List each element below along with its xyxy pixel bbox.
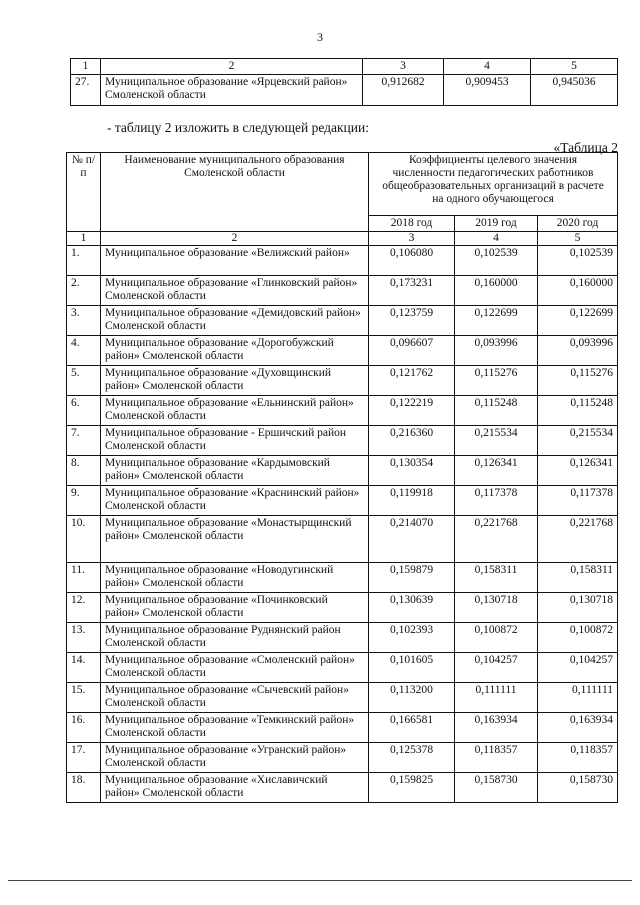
table-1-index-row [71,59,618,75]
row-number: 11. [67,563,101,593]
row-value: 0,221768 [538,516,618,563]
year-header: 2020 год [538,216,618,232]
row-value: 0,123759 [369,306,455,336]
table-row [67,653,618,683]
row-name: Муниципальное образование «Демидовский район» Смоленской области [101,306,369,336]
row-number: 15. [67,683,101,713]
row-number: 18. [67,773,101,803]
row-value: 0,115276 [455,366,538,396]
row-value: 0,100872 [455,623,538,653]
table-2 [66,152,618,803]
row-number: 5. [67,366,101,396]
table-row [67,306,618,336]
index-cell: 3 [369,232,455,246]
index-cell: 1 [67,232,101,246]
row-value: 0,945036 [531,75,618,106]
row-value: 0,125378 [369,743,455,773]
table-row [67,623,618,653]
row-name: Муниципальное образование Руднянский район Смоленской области [101,623,369,653]
row-number: 14. [67,653,101,683]
row-value: 0,122699 [538,306,618,336]
bottom-rule [8,880,632,881]
row-value: 0,912682 [363,75,444,106]
table-1-excerpt [70,58,618,106]
table-row [67,396,618,426]
row-number: 9. [67,486,101,516]
row-value: 0,221768 [455,516,538,563]
row-value: 0,159825 [369,773,455,803]
row-number: 12. [67,593,101,623]
row-value: 0,119918 [369,486,455,516]
row-name: Муниципальное образование «Велижский район» [101,246,369,276]
row-value: 0,130718 [538,593,618,623]
row-value: 0,117378 [538,486,618,516]
row-value: 0,173231 [369,276,455,306]
index-cell: 1 [71,59,101,75]
row-value: 0,215534 [538,426,618,456]
row-name: Муниципальное образование «Починковский район» Смоленской области [101,593,369,623]
row-value: 0,130718 [455,593,538,623]
row-value: 0,158311 [538,563,618,593]
row-number: 8. [67,456,101,486]
row-value: 0,113200 [369,683,455,713]
row-value: 0,158730 [538,773,618,803]
row-value: 0,118357 [455,743,538,773]
row-value: 0,102539 [455,246,538,276]
row-value: 0,118357 [538,743,618,773]
row-name: Муниципальное образование «Духовщинский район» Смоленской области [101,366,369,396]
row-value: 0,158730 [455,773,538,803]
year-header: 2019 год [455,216,538,232]
row-name: Муниципальное образование «Краснинский район» Смоленской области [101,486,369,516]
row-name: Муниципальное образование - Ершичский район Смоленской области [101,426,369,456]
header-coefficient: Коэффициенты целевого значения численности педагогических работников общеобразовательных организаций в расчете на одного обучающегося [369,153,618,216]
row-value: 0,160000 [538,276,618,306]
row-name: Муниципальное образование «Темкинский район» Смоленской области [101,713,369,743]
row-value: 0,117378 [455,486,538,516]
table-row [67,456,618,486]
page-number: 3 [317,30,323,44]
row-name: Муниципальное образование «Глинковский район» Смоленской области [101,276,369,306]
row-number: 13. [67,623,101,653]
row-value: 0,115276 [538,366,618,396]
row-value: 0,102539 [538,246,618,276]
index-cell: 4 [444,59,531,75]
row-name: Муниципальное образование «Угранский район» Смоленской области [101,743,369,773]
row-value: 0,163934 [455,713,538,743]
table-row [71,75,618,106]
row-value: 0,122699 [455,306,538,336]
row-value: 0,214070 [369,516,455,563]
table-row [67,743,618,773]
row-value: 0,130354 [369,456,455,486]
index-cell: 2 [101,232,369,246]
table-row [67,276,618,306]
row-name: Муниципальное образование «Ярцевский район» Смоленской области [101,75,363,106]
row-number: 4. [67,336,101,366]
row-number: 3. [67,306,101,336]
row-name: Муниципальное образование «Хиславичский район» Смоленской области [101,773,369,803]
row-value: 0,158311 [455,563,538,593]
row-name: Муниципальное образование «Ельнинский район» Смоленской области [101,396,369,426]
row-value: 0,126341 [455,456,538,486]
header-name: Наименование муниципального образования Смоленской области [101,153,369,232]
index-cell: 5 [538,232,618,246]
row-value: 0,126341 [538,456,618,486]
row-name: Муниципальное образование «Монастырщинский район» Смоленской области [101,516,369,563]
instruction-text: - таблицу 2 изложить в следующей редакции: [107,120,369,135]
row-value: 0,102393 [369,623,455,653]
table-row [67,713,618,743]
row-number: 1. [67,246,101,276]
row-value: 0,160000 [455,276,538,306]
header-number: № п/п [67,153,101,232]
row-name: Муниципальное образование «Дорогобужский район» Смоленской области [101,336,369,366]
row-value: 0,111111 [455,683,538,713]
table-row [67,563,618,593]
row-name: Муниципальное образование «Смоленский район» Смоленской области [101,653,369,683]
row-value: 0,111111 [538,683,618,713]
row-number: 17. [67,743,101,773]
year-header: 2018 год [369,216,455,232]
row-value: 0,130639 [369,593,455,623]
row-value: 0,093996 [538,336,618,366]
index-cell: 3 [363,59,444,75]
table-row [67,486,618,516]
table-row [67,683,618,713]
row-value: 0,163934 [538,713,618,743]
table-row [67,516,618,563]
table-row [67,593,618,623]
row-number: 2. [67,276,101,306]
row-number: 7. [67,426,101,456]
row-value: 0,115248 [455,396,538,426]
row-number: 6. [67,396,101,426]
row-value: 0,121762 [369,366,455,396]
row-value: 0,216360 [369,426,455,456]
row-number: 10. [67,516,101,563]
row-value: 0,159879 [369,563,455,593]
row-value: 0,096607 [369,336,455,366]
table-caption: «Таблица 2 [553,140,618,155]
table-row [67,366,618,396]
row-value: 0,166581 [369,713,455,743]
table-row [67,773,618,803]
row-value: 0,909453 [444,75,531,106]
row-value: 0,104257 [455,653,538,683]
row-value: 0,215534 [455,426,538,456]
row-value: 0,122219 [369,396,455,426]
table-2-header-row [67,153,618,216]
table-row [67,426,618,456]
row-name: Муниципальное образование «Сычевский район» Смоленской области [101,683,369,713]
table-row [67,336,618,366]
row-number: 16. [67,713,101,743]
index-cell: 5 [531,59,618,75]
table-row [67,246,618,276]
row-value: 0,093996 [455,336,538,366]
index-cell: 4 [455,232,538,246]
row-value: 0,100872 [538,623,618,653]
index-cell: 2 [101,59,363,75]
row-name: Муниципальное образование «Кардымовский район» Смоленской области [101,456,369,486]
row-value: 0,101605 [369,653,455,683]
row-value: 0,106080 [369,246,455,276]
table-2-index-row [67,232,618,246]
row-name: Муниципальное образование «Новодугинский район» Смоленской области [101,563,369,593]
row-value: 0,104257 [538,653,618,683]
row-value: 0,115248 [538,396,618,426]
row-number: 27. [71,75,101,106]
